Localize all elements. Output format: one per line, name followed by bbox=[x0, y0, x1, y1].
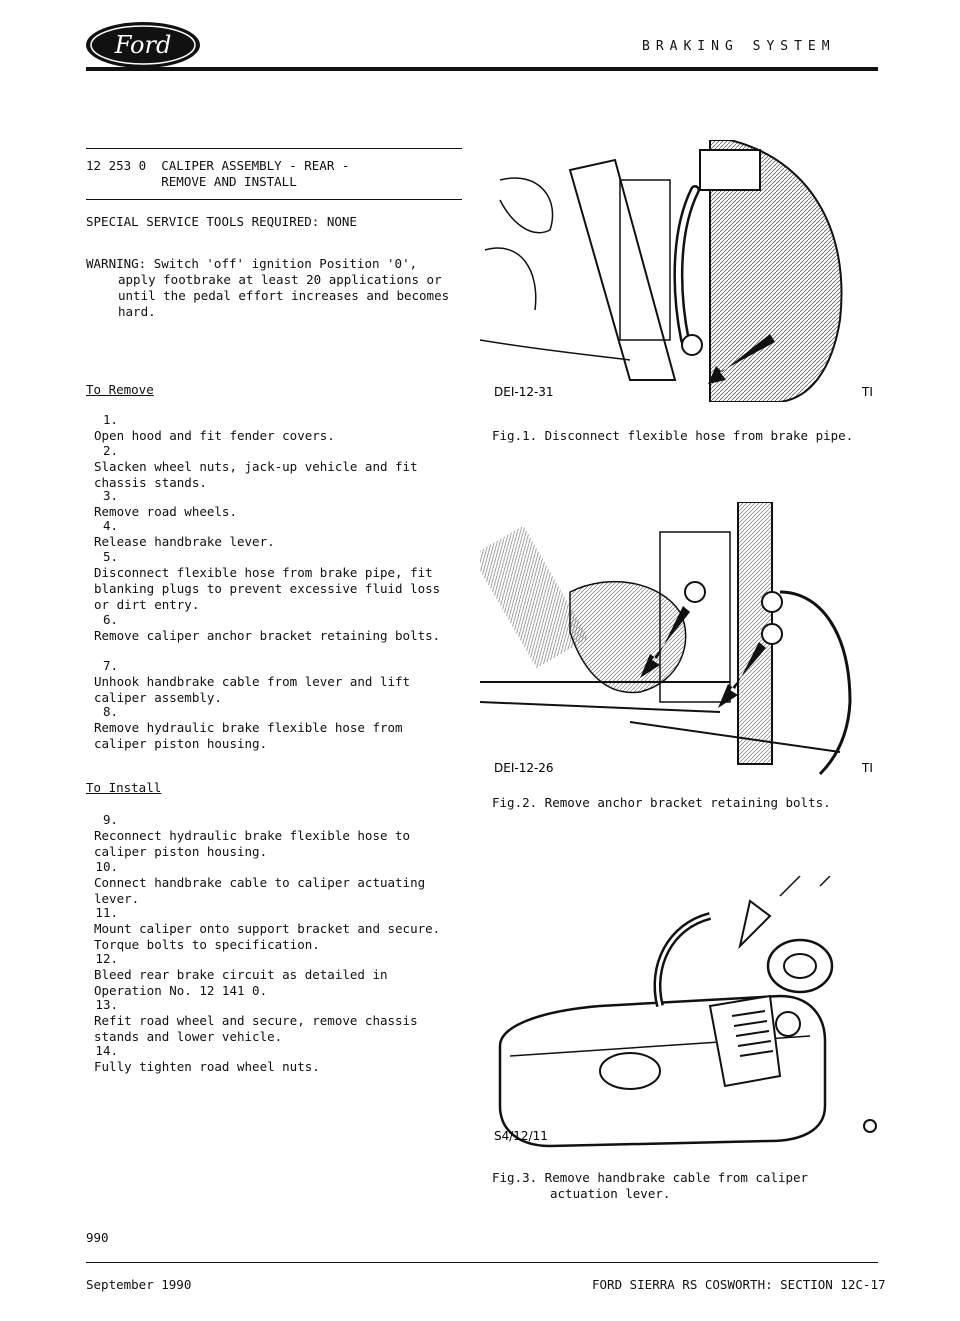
figure-2-code: DEI-12-26 bbox=[494, 761, 554, 775]
figure-3-code: S4/12/11 bbox=[494, 1129, 548, 1143]
step-9: 9.Reconnect hydraulic brake flexible hose to caliper piston housing. bbox=[94, 812, 411, 859]
step-10: 10.Connect handbrake cable to caliper actuating lever. bbox=[94, 859, 426, 906]
install-heading: To Install bbox=[86, 780, 162, 795]
footer-date: September 1990 bbox=[86, 1277, 192, 1292]
figure-1-caption: Fig.1. Disconnect flexible hose from brake pipe. bbox=[492, 428, 854, 443]
figure-3-caption-line-2: actuation lever. bbox=[550, 1186, 671, 1201]
figure-3-caption bbox=[492, 1170, 892, 1202]
figure-2-caption: Fig.2. Remove anchor bracket retaining bolts. bbox=[492, 795, 831, 810]
step-5: 5.Disconnect flexible hose from brake pipe, fit blanking plugs to prevent excessive fluid loss or dirt entry. bbox=[94, 549, 441, 612]
page-number: 990 bbox=[86, 1230, 109, 1245]
step-3: 3.Remove road wheels. bbox=[94, 488, 237, 519]
figure-1-code: DEI-12-31 bbox=[494, 385, 554, 399]
title-rule-top bbox=[86, 148, 462, 149]
step-11: 11.Mount caliper onto support bracket and secure. Torque bolts to specification. bbox=[94, 905, 441, 952]
step-13: 13.Refit road wheel and secure, remove chassis stands and lower vehicle. bbox=[94, 997, 418, 1044]
step-8: 8.Remove hydraulic brake flexible hose from caliper piston housing. bbox=[94, 704, 403, 751]
footer-reference: FORD SIERRA RS COSWORTH: SECTION 12C-17 bbox=[592, 1277, 886, 1292]
step-2: 2.Slacken wheel nuts, jack-up vehicle and fit chassis stands. bbox=[94, 443, 418, 490]
footer-rule bbox=[86, 1262, 878, 1263]
figure-3-illustration bbox=[480, 876, 880, 1150]
step-14: 14.Fully tighten road wheel nuts. bbox=[94, 1043, 320, 1074]
ford-logo bbox=[84, 20, 202, 70]
step-12: 12.Bleed rear brake circuit as detailed in Operation No. 12 141 0. bbox=[94, 951, 388, 998]
warning-line-2: apply footbrake at least 20 applications or bbox=[118, 272, 442, 287]
warning-line-4: hard. bbox=[118, 304, 156, 319]
header-rule bbox=[86, 67, 878, 71]
figure-1-tag: TI bbox=[862, 385, 873, 399]
section-title: BRAKING SYSTEM bbox=[642, 39, 836, 54]
step-7: 7.Unhook handbrake cable from lever and lift caliper assembly. bbox=[94, 658, 411, 705]
step-6: 6.Remove caliper anchor bracket retaining bolts. bbox=[94, 612, 441, 643]
logo-text: Ford bbox=[114, 31, 172, 59]
remove-heading: To Remove bbox=[86, 382, 154, 397]
step-1: 1.Open hood and fit fender covers. bbox=[94, 412, 335, 443]
operation-line-1: 12 253 0 CALIPER ASSEMBLY - REAR - bbox=[86, 158, 350, 173]
operation-title bbox=[86, 158, 466, 190]
special-tools: SPECIAL SERVICE TOOLS REQUIRED: NONE bbox=[86, 214, 357, 229]
figure-3-caption-line-1: Fig.3. Remove handbrake cable from caliper bbox=[492, 1170, 809, 1185]
figure-2-illustration bbox=[480, 502, 880, 776]
warning-block bbox=[86, 256, 466, 320]
operation-line-2: REMOVE AND INSTALL bbox=[86, 174, 297, 189]
warning-line-3: until the pedal effort increases and becomes bbox=[118, 288, 450, 303]
figure-2-tag: TI bbox=[862, 761, 873, 775]
step-4: 4.Release handbrake lever. bbox=[94, 518, 275, 549]
figure-1-illustration bbox=[480, 140, 880, 402]
title-rule-bottom bbox=[86, 199, 462, 200]
warning-line-1: WARNING: Switch 'off' ignition Position '0', bbox=[86, 256, 418, 271]
